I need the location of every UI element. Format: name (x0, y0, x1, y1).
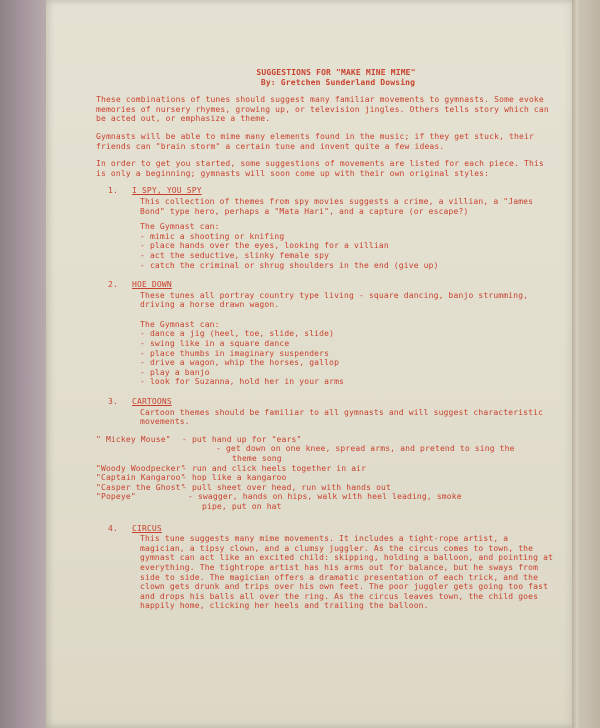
cartoon-desc: - hop like a kangaroo (182, 473, 287, 483)
cartoon-name: " Mickey Mouse" (96, 434, 171, 444)
gymnast-can-label: The Gymnast can: (140, 319, 220, 329)
section-content (140, 197, 556, 270)
list-item: - drive a wagon, whip the horses, gallop (140, 358, 340, 368)
section-heading (108, 280, 556, 290)
section-number: 3. (108, 397, 118, 407)
section-content (140, 291, 556, 387)
section-hoe-down (96, 280, 556, 387)
section-heading (108, 186, 556, 196)
section-cartoons (96, 397, 556, 512)
list-item: - act the seductive, slinky female spy (140, 250, 330, 260)
list-item: - place hands over the eyes, looking for a villian (140, 241, 389, 251)
cartoon-name: "Popeye" (96, 492, 136, 502)
background-left (0, 0, 46, 728)
cartoon-name: "Captain Kangaroo" (96, 473, 186, 483)
cartoon-name (96, 444, 216, 454)
intro-paragraph: These combinations of tunes should suggest many familiar movements to gymnasts. Some evoke memories of nursery rhymes, growing up, or television jingles. Others tells story which can be acted out, or emphasize a theme. (96, 95, 549, 124)
cartoon-list (96, 435, 556, 512)
list-item: - place thumbs in imaginary suspenders (140, 348, 330, 358)
cartoon-row (96, 435, 556, 445)
cartoon-name: "Woody Woodpecker" (96, 463, 186, 473)
section-number: 2. (108, 280, 118, 290)
section-title: CIRCUS (132, 523, 162, 533)
cartoon-desc: - pull sheet over head, run with hands out (182, 482, 392, 492)
list-item: - play a banjo (140, 367, 210, 377)
background-right (578, 0, 600, 728)
document-body (96, 68, 556, 611)
section-number: 4. (108, 523, 118, 533)
cartoon-desc: - get down on one knee, spread arms, and pretend to sing the (216, 444, 515, 454)
section-text: These tunes all portray country type living - square dancing, banjo strumming, driving a horse drawn wagon. (140, 290, 529, 310)
intro-paragraph: In order to get you started, some suggestions of movements are listed for each piece. This is only a beginning; gymnasts will soon come up with their own original styles: (96, 159, 544, 178)
cartoon-desc: - run and click heels together in air (182, 463, 367, 473)
section-spy (96, 186, 556, 270)
section-text: This tune suggests many mime movements. It includes a tight-rope artist, a magician, a tipsy clown, and a clumsy juggler. As the circus comes to town, the gymnast can act like an excited child: skipping, holding a balloon, and pointing at everything. The tightrope artist has his arms out for balance, but he sways from side to side. The magician offers a dramatic presentation of each trick, and the clown gets drunk and trips over his own feet. The poor juggler gets going too fast and drops his balls all over the ring. As the circus leaves town, the child goes happily home, clicking her heels and trailing the balloon. (140, 534, 554, 611)
cartoon-row (96, 464, 556, 474)
section-title: I SPY, YOU SPY (132, 186, 202, 196)
section-heading (108, 523, 556, 534)
cartoon-row (96, 473, 556, 483)
cartoon-row (96, 444, 556, 454)
list-item: - dance a jig (heel, toe, slide, slide) (140, 329, 335, 339)
section-content (140, 534, 556, 611)
cartoon-desc: - swagger, hands on hips, walk with heel leading, smoke (188, 492, 462, 502)
list-item: - catch the criminal or shrug shoulders in the end (give up) (140, 260, 439, 270)
document-byline: By: Gretchen Sunderland Dowsing (260, 77, 416, 87)
document-title: SUGGESTIONS FOR "MAKE MINE MIME" (256, 68, 416, 77)
cartoon-desc-continued: pipe, put on hat (202, 501, 282, 511)
gymnast-can-label: The Gymnast can: (140, 222, 220, 232)
section-circus (96, 524, 556, 611)
cartoon-name: "Casper the Ghost" (96, 482, 186, 492)
section-text: Cartoon themes should be familiar to all gymnasts and will suggest characteristic movements. (140, 407, 544, 427)
section-heading (108, 397, 556, 407)
cartoon-row (96, 492, 556, 502)
section-title: HOE DOWN (132, 280, 172, 290)
cartoon-desc: - put hand up for "ears" (182, 434, 302, 444)
section-content (140, 408, 556, 427)
cartoon-desc-continued: theme song (232, 454, 282, 463)
movement-list (140, 232, 556, 270)
cartoon-row (96, 483, 556, 493)
list-item: - swing like in a square dance (140, 339, 290, 349)
list-item: - mimic a shooting or knifing (140, 231, 285, 241)
section-number: 1. (108, 186, 118, 196)
list-item: - look for Suzanna, hold her in your arms (140, 377, 345, 387)
section-text: This collection of themes from spy movies suggests a crime, a villian, a "James Bond" type hero, perhaps a "Mata Hari", and a capture (or escape?) (140, 196, 534, 216)
intro-paragraph: Gymnasts will be able to mime many elements found in the music; if they get stuck, their friends can "brain storm" a certain tune and invent quite a few ideas. (96, 131, 534, 151)
movement-list (140, 329, 556, 387)
section-title: CARTOONS (132, 397, 172, 407)
